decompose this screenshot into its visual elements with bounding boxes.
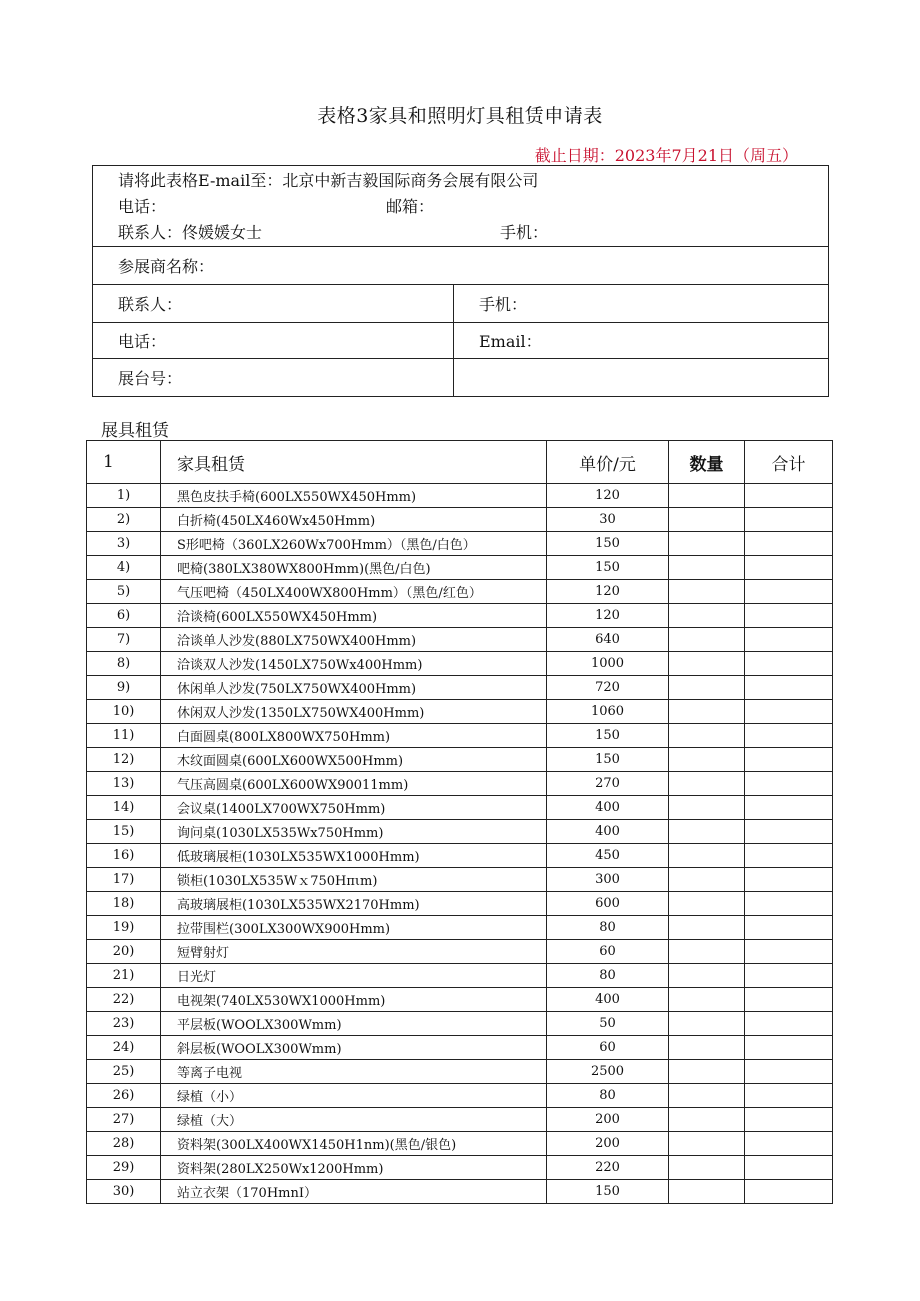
- header-unit-price: 单价/元: [547, 441, 669, 484]
- row-item-name: 气压高圆桌(600LX600WX90011mm): [161, 772, 547, 796]
- row-number: 26): [87, 1084, 161, 1108]
- row-total-cell[interactable]: [745, 748, 833, 772]
- row-item-name: 洽谈双人沙发(1450LX750Wx400Hmm): [161, 652, 547, 676]
- row-item-name: 锁柜(1030LX535Wｘ750Hπιm): [161, 868, 547, 892]
- exhibitor-contact-field[interactable]: 联系人：: [93, 285, 454, 323]
- row-total-cell[interactable]: [745, 940, 833, 964]
- row-quantity-input[interactable]: [669, 1156, 745, 1180]
- row-item-name: 洽谈单人沙发(880LX750WX400Hmm): [161, 628, 547, 652]
- table-row: [87, 820, 833, 844]
- deadline-notice: 截止日期：2023年7月21日（周五）: [534, 146, 798, 165]
- row-total-cell[interactable]: [745, 604, 833, 628]
- row-item-name: 站立衣架（170HmnI）: [161, 1180, 547, 1204]
- row-total-cell[interactable]: [745, 916, 833, 940]
- organizer-cell: [93, 166, 829, 247]
- row-quantity-input[interactable]: [669, 940, 745, 964]
- furniture-rental-table: [86, 440, 833, 1204]
- table-row: [87, 628, 833, 652]
- row-total-cell[interactable]: [745, 724, 833, 748]
- row-quantity-input[interactable]: [669, 604, 745, 628]
- header-item: 家具租赁: [161, 441, 547, 484]
- table-row: [87, 724, 833, 748]
- row-number: 8): [87, 652, 161, 676]
- row-unit-price: 1000: [547, 652, 669, 676]
- row-quantity-input[interactable]: [669, 1132, 745, 1156]
- organizer-contact-line: [118, 220, 828, 246]
- row-number: 15): [87, 820, 161, 844]
- row-unit-price: 120: [547, 484, 669, 508]
- row-number: 3): [87, 532, 161, 556]
- table-row: [87, 1108, 833, 1132]
- organizer-mail-label: 邮箱：: [386, 197, 435, 216]
- row-item-name: 气压吧椅（450LX400WX800Hmm）（黑色/红色）: [161, 580, 547, 604]
- row-total-cell[interactable]: [745, 700, 833, 724]
- row-unit-price: 200: [547, 1132, 669, 1156]
- table-row: [87, 556, 833, 580]
- row-quantity-input[interactable]: [669, 1108, 745, 1132]
- table-row: [87, 1060, 833, 1084]
- row-total-cell[interactable]: [745, 1132, 833, 1156]
- row-item-name: 斜层板(WOOLX300Wmm): [161, 1036, 547, 1060]
- row-number: 13): [87, 772, 161, 796]
- table-row: [87, 964, 833, 988]
- row-total-cell[interactable]: [745, 652, 833, 676]
- organizer-email-line: 请将此表格E-mail至：北京中新吉毅国际商务会展有限公司: [118, 171, 539, 190]
- row-number: 4): [87, 556, 161, 580]
- row-quantity-input[interactable]: [669, 724, 745, 748]
- exhibitor-phone-field[interactable]: 电话：: [93, 323, 454, 359]
- row-item-name: 洽谈椅(600LX550WX450Hmm): [161, 604, 547, 628]
- row-number: 18): [87, 892, 161, 916]
- row-number: 14): [87, 796, 161, 820]
- row-number: 6): [87, 604, 161, 628]
- row-unit-price: 2500: [547, 1060, 669, 1084]
- table-row: [87, 484, 833, 508]
- row-number: 9): [87, 676, 161, 700]
- row-quantity-input[interactable]: [669, 964, 745, 988]
- row-number: 30): [87, 1180, 161, 1204]
- row-item-name: 白折椅(450LX460Wx450Hmm): [161, 508, 547, 532]
- row-total-cell[interactable]: [745, 1108, 833, 1132]
- organizer-mobile-label: 手机：: [500, 223, 549, 242]
- row-total-cell[interactable]: [745, 580, 833, 604]
- row-item-name: 高玻璃展柜(1030LX535WX2170Hmm): [161, 892, 547, 916]
- table-row: [87, 796, 833, 820]
- row-unit-price: 400: [547, 796, 669, 820]
- organizer-contact-label: 联系人：佟媛媛女士: [118, 223, 263, 242]
- row-quantity-input[interactable]: [669, 628, 745, 652]
- row-total-cell[interactable]: [745, 844, 833, 868]
- row-quantity-input[interactable]: [669, 1060, 745, 1084]
- row-number: 24): [87, 1036, 161, 1060]
- row-number: 7): [87, 628, 161, 652]
- organizer-phone-mail-line: [118, 194, 828, 220]
- row-unit-price: 150: [547, 532, 669, 556]
- row-quantity-input[interactable]: [669, 772, 745, 796]
- rental-rows: [87, 484, 833, 1204]
- row-number: 5): [87, 580, 161, 604]
- row-total-cell[interactable]: [745, 868, 833, 892]
- row-unit-price: 150: [547, 724, 669, 748]
- table-row: [87, 940, 833, 964]
- row-quantity-input[interactable]: [669, 844, 745, 868]
- row-number: 11): [87, 724, 161, 748]
- row-unit-price: 60: [547, 940, 669, 964]
- table-row: [87, 1084, 833, 1108]
- row-total-cell[interactable]: [745, 556, 833, 580]
- organizer-phone-label: 电话：: [118, 197, 167, 216]
- row-quantity-input[interactable]: [669, 1180, 745, 1204]
- rental-section-title: 展具租赁: [101, 421, 169, 441]
- row-unit-price: 400: [547, 820, 669, 844]
- row-unit-price: 80: [547, 916, 669, 940]
- row-number: 10): [87, 700, 161, 724]
- row-number: 17): [87, 868, 161, 892]
- form-title: 表格3家具和照明灯具租赁申请表: [317, 105, 603, 127]
- row-total-cell[interactable]: [745, 628, 833, 652]
- header-total: 合计: [745, 441, 833, 484]
- row-number: 29): [87, 1156, 161, 1180]
- header-number: 1: [87, 441, 161, 484]
- row-item-name: 资料架(280LX250Wx1200Hmm): [161, 1156, 547, 1180]
- row-total-cell[interactable]: [745, 796, 833, 820]
- row-unit-price: 30: [547, 508, 669, 532]
- row-item-name: 短臂射灯: [161, 940, 547, 964]
- table-row: [87, 748, 833, 772]
- row-unit-price: 150: [547, 556, 669, 580]
- row-quantity-input[interactable]: [669, 532, 745, 556]
- table-row: [87, 1012, 833, 1036]
- row-number: 16): [87, 844, 161, 868]
- row-total-cell[interactable]: [745, 676, 833, 700]
- row-quantity-input[interactable]: [669, 796, 745, 820]
- table-row: [87, 1036, 833, 1060]
- row-number: 22): [87, 988, 161, 1012]
- table-row: [87, 772, 833, 796]
- table-row: [87, 844, 833, 868]
- table-row: [87, 652, 833, 676]
- row-unit-price: 80: [547, 964, 669, 988]
- exhibitor-name-field[interactable]: 参展商名称：: [93, 247, 829, 285]
- row-number: 28): [87, 1132, 161, 1156]
- table-row: [87, 1180, 833, 1204]
- row-number: 1): [87, 484, 161, 508]
- row-total-cell[interactable]: [745, 988, 833, 1012]
- row-quantity-input[interactable]: [669, 988, 745, 1012]
- row-total-cell[interactable]: [745, 820, 833, 844]
- row-number: 19): [87, 916, 161, 940]
- table-row: [87, 892, 833, 916]
- table-row: [87, 580, 833, 604]
- row-item-name: 等离子电视: [161, 1060, 547, 1084]
- row-item-name: 绿植（小）: [161, 1084, 547, 1108]
- row-unit-price: 200: [547, 1108, 669, 1132]
- row-quantity-input[interactable]: [669, 868, 745, 892]
- row-quantity-input[interactable]: [669, 508, 745, 532]
- row-item-name: 绿植（大）: [161, 1108, 547, 1132]
- row-unit-price: 120: [547, 604, 669, 628]
- row-total-cell[interactable]: [745, 1036, 833, 1060]
- row-item-name: 黑色皮扶手椅(600LX550WX450Hmm): [161, 484, 547, 508]
- table-row: [87, 916, 833, 940]
- table-row: [87, 868, 833, 892]
- booth-number-field[interactable]: 展台号：: [93, 359, 454, 397]
- table-row: [87, 700, 833, 724]
- row-unit-price: 80: [547, 1084, 669, 1108]
- table-row: [87, 532, 833, 556]
- row-unit-price: 1060: [547, 700, 669, 724]
- row-quantity-input[interactable]: [669, 820, 745, 844]
- row-number: 27): [87, 1108, 161, 1132]
- row-unit-price: 220: [547, 1156, 669, 1180]
- row-quantity-input[interactable]: [669, 676, 745, 700]
- row-quantity-input[interactable]: [669, 652, 745, 676]
- row-total-cell[interactable]: [745, 1156, 833, 1180]
- row-quantity-input[interactable]: [669, 1012, 745, 1036]
- row-quantity-input[interactable]: [669, 556, 745, 580]
- table-row: [87, 604, 833, 628]
- row-item-name: 白面圆桌(800LX800WX750Hmm): [161, 724, 547, 748]
- row-total-cell[interactable]: [745, 1012, 833, 1036]
- table-row: [87, 1156, 833, 1180]
- row-total-cell[interactable]: [745, 772, 833, 796]
- row-total-cell[interactable]: [745, 1084, 833, 1108]
- row-total-cell[interactable]: [745, 484, 833, 508]
- booth-number-blank[interactable]: [454, 359, 829, 397]
- row-unit-price: 300: [547, 868, 669, 892]
- row-item-name: 吧椅(380LX380WX800Hmm)(黑色/白色): [161, 556, 547, 580]
- table-row: [87, 1132, 833, 1156]
- row-unit-price: 150: [547, 748, 669, 772]
- row-quantity-input[interactable]: [669, 916, 745, 940]
- exhibitor-email-field[interactable]: Email：: [454, 323, 829, 359]
- row-unit-price: 50: [547, 1012, 669, 1036]
- row-unit-price: 270: [547, 772, 669, 796]
- row-unit-price: 720: [547, 676, 669, 700]
- row-quantity-input[interactable]: [669, 484, 745, 508]
- row-unit-price: 600: [547, 892, 669, 916]
- row-unit-price: 150: [547, 1180, 669, 1204]
- table-row: [87, 676, 833, 700]
- row-quantity-input[interactable]: [669, 748, 745, 772]
- row-unit-price: 450: [547, 844, 669, 868]
- row-total-cell[interactable]: [745, 508, 833, 532]
- row-number: 12): [87, 748, 161, 772]
- row-quantity-input[interactable]: [669, 1084, 745, 1108]
- row-item-name: 休闲双人沙发(1350LX750WX400Hmm): [161, 700, 547, 724]
- row-item-name: 资料架(300LX400WX1450H1nm)(黑色/银色): [161, 1132, 547, 1156]
- row-total-cell[interactable]: [745, 1180, 833, 1204]
- row-item-name: 拉带围栏(300LX300WX900Hmm): [161, 916, 547, 940]
- row-item-name: 询问桌(1030LX535Wx750Hmm): [161, 820, 547, 844]
- row-quantity-input[interactable]: [669, 892, 745, 916]
- contact-info-table: [92, 165, 829, 397]
- row-unit-price: 400: [547, 988, 669, 1012]
- row-number: 2): [87, 508, 161, 532]
- table-row: [87, 988, 833, 1012]
- row-number: 20): [87, 940, 161, 964]
- exhibitor-mobile-field[interactable]: 手机：: [454, 285, 829, 323]
- row-quantity-input[interactable]: [669, 1036, 745, 1060]
- row-total-cell[interactable]: [745, 532, 833, 556]
- row-total-cell[interactable]: [745, 964, 833, 988]
- row-total-cell[interactable]: [745, 892, 833, 916]
- row-number: 21): [87, 964, 161, 988]
- table-row: [87, 508, 833, 532]
- row-item-name: S形吧椅（360LX260Wx700Hmm）（黑色/白色）: [161, 532, 547, 556]
- row-quantity-input[interactable]: [669, 700, 745, 724]
- row-number: 23): [87, 1012, 161, 1036]
- row-quantity-input[interactable]: [669, 580, 745, 604]
- row-unit-price: 640: [547, 628, 669, 652]
- row-item-name: 木纹面圆桌(600LX600WX500Hmm): [161, 748, 547, 772]
- row-unit-price: 60: [547, 1036, 669, 1060]
- row-item-name: 电视架(740LX530WX1000Hmm): [161, 988, 547, 1012]
- row-item-name: 会议桌(1400LX700WX750Hmm): [161, 796, 547, 820]
- header-quantity: 数量: [669, 441, 745, 484]
- row-unit-price: 120: [547, 580, 669, 604]
- row-total-cell[interactable]: [745, 1060, 833, 1084]
- row-item-name: 低玻璃展柜(1030LX535WX1000Hmm): [161, 844, 547, 868]
- row-item-name: 平层板(WOOLX300Wmm): [161, 1012, 547, 1036]
- row-item-name: 休闲单人沙发(750LX750WX400Hmm): [161, 676, 547, 700]
- row-number: 25): [87, 1060, 161, 1084]
- row-item-name: 日光灯: [161, 964, 547, 988]
